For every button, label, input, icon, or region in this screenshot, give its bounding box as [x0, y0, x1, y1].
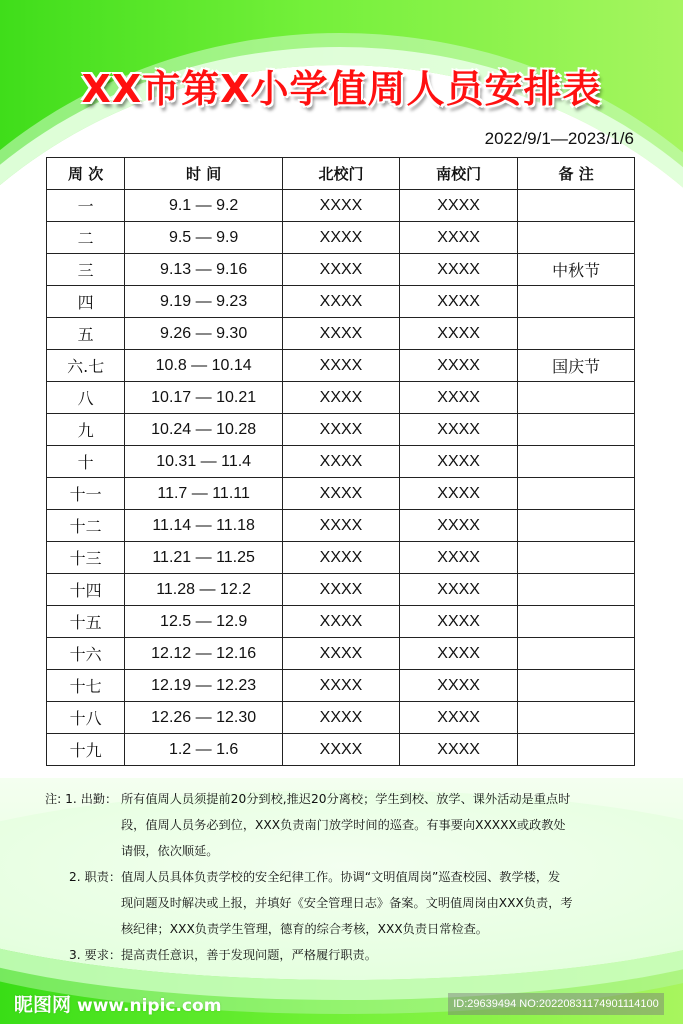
time-cell: 12.12 — 12.16 — [125, 638, 283, 670]
north-gate-cell: XXXX — [282, 446, 399, 478]
south-gate-cell: XXXX — [400, 286, 518, 318]
table-row — [47, 542, 635, 574]
remarks-cell — [518, 574, 635, 606]
south-gate-cell: XXXX — [400, 638, 518, 670]
remarks-cell — [518, 670, 635, 702]
time-cell: 10.24 — 10.28 — [125, 414, 283, 446]
week-cell: 十二 — [47, 510, 125, 542]
week-cell: 六.七 — [47, 350, 125, 382]
week-cell: 十三 — [47, 542, 125, 574]
notes-prefix: 注: — [45, 792, 62, 806]
south-gate-cell: XXXX — [400, 606, 518, 638]
table-row — [47, 222, 635, 254]
week-cell: 十 — [47, 446, 125, 478]
remarks-cell — [518, 414, 635, 446]
week-cell: 四 — [47, 286, 125, 318]
date-range: 2022/9/1—2023/1/6 — [484, 129, 634, 148]
south-gate-cell: XXXX — [400, 254, 518, 286]
week-cell: 九 — [47, 414, 125, 446]
table-row — [47, 382, 635, 414]
header-time: 时 间 — [125, 158, 283, 190]
watermark-url: www.nipic.com — [77, 996, 222, 1016]
table-row — [47, 414, 635, 446]
north-gate-cell: XXXX — [282, 318, 399, 350]
time-cell: 1.2 — 1.6 — [125, 734, 283, 766]
header-remarks: 备 注 — [518, 158, 635, 190]
south-gate-cell: XXXX — [400, 734, 518, 766]
remarks-cell — [518, 510, 635, 542]
time-cell: 9.26 — 9.30 — [125, 318, 283, 350]
north-gate-cell: XXXX — [282, 510, 399, 542]
south-gate-cell: XXXX — [400, 446, 518, 478]
table-row — [47, 446, 635, 478]
time-cell: 9.5 — 9.9 — [125, 222, 283, 254]
remarks-cell — [518, 222, 635, 254]
remarks-cell — [518, 190, 635, 222]
note-label: 要求： — [84, 948, 122, 962]
note-line: 现问题及时解决或上报，并填好《安全管理日志》备案。文明值周岗由XXX负责，考 — [121, 896, 573, 910]
north-gate-cell: XXXX — [282, 542, 399, 574]
note-label: 职责： — [84, 870, 122, 884]
time-cell: 11.7 — 11.11 — [125, 478, 283, 510]
south-gate-cell: XXXX — [400, 350, 518, 382]
note-text — [121, 786, 655, 864]
note-text — [121, 942, 655, 968]
remarks-cell — [518, 542, 635, 574]
time-cell: 11.28 — 12.2 — [125, 574, 283, 606]
week-cell: 十四 — [47, 574, 125, 606]
week-cell: 二 — [47, 222, 125, 254]
remarks-cell: 中秋节 — [518, 254, 635, 286]
week-cell: 十六 — [47, 638, 125, 670]
table-row — [47, 638, 635, 670]
south-gate-cell: XXXX — [400, 574, 518, 606]
table-row — [47, 670, 635, 702]
south-gate-cell: XXXX — [400, 318, 518, 350]
notes-section — [45, 786, 655, 968]
remarks-cell — [518, 478, 635, 510]
south-gate-cell: XXXX — [400, 222, 518, 254]
watermark-logo — [14, 990, 221, 1017]
time-cell: 12.26 — 12.30 — [125, 702, 283, 734]
note-line: 请假，依次顺延。 — [121, 844, 219, 858]
south-gate-cell: XXXX — [400, 670, 518, 702]
header-north-gate: 北校门 — [282, 158, 399, 190]
watermark-id: ID:29639494 NO:20220831174901114100 — [448, 993, 664, 1015]
note-line: 所有值周人员须提前20分到校,推迟20分离校；学生到校、放学、课外活动是重点时 — [121, 792, 571, 806]
time-cell: 9.1 — 9.2 — [125, 190, 283, 222]
time-cell: 11.14 — 11.18 — [125, 510, 283, 542]
north-gate-cell: XXXX — [282, 574, 399, 606]
north-gate-cell: XXXX — [282, 254, 399, 286]
note-line: 段，值周人员务必到位，XXX负责南门放学时间的巡查。有事要向XXXXX或政教处 — [121, 818, 566, 832]
note-attendance — [45, 786, 655, 864]
duty-schedule-table — [46, 157, 635, 766]
note-line: 核纪律；XXX负责学生管理，德育的综合考核，XXX负责日常检查。 — [121, 922, 488, 936]
header-south-gate: 南校门 — [400, 158, 518, 190]
time-cell: 12.5 — 12.9 — [125, 606, 283, 638]
week-cell: 一 — [47, 190, 125, 222]
note-number: 2. — [69, 870, 81, 884]
note-line: 提高责任意识，善于发现问题，严格履行职责。 — [121, 948, 377, 962]
week-cell: 十五 — [47, 606, 125, 638]
time-cell: 9.13 — 9.16 — [125, 254, 283, 286]
south-gate-cell: XXXX — [400, 382, 518, 414]
week-cell: 五 — [47, 318, 125, 350]
south-gate-cell: XXXX — [400, 414, 518, 446]
week-cell: 三 — [47, 254, 125, 286]
table-row — [47, 350, 635, 382]
remarks-cell — [518, 318, 635, 350]
time-cell: 9.19 — 9.23 — [125, 286, 283, 318]
table-row — [47, 510, 635, 542]
south-gate-cell: XXXX — [400, 190, 518, 222]
remarks-cell — [518, 606, 635, 638]
time-cell: 11.21 — 11.25 — [125, 542, 283, 574]
time-cell: 12.19 — 12.23 — [125, 670, 283, 702]
south-gate-cell: XXXX — [400, 510, 518, 542]
time-cell: 10.17 — 10.21 — [125, 382, 283, 414]
remarks-cell — [518, 382, 635, 414]
south-gate-cell: XXXX — [400, 478, 518, 510]
header-week: 周 次 — [47, 158, 125, 190]
north-gate-cell: XXXX — [282, 702, 399, 734]
remarks-cell — [518, 638, 635, 670]
watermark-logo-text: 昵图网 — [14, 994, 72, 1016]
note-label: 出勤： — [80, 792, 118, 806]
remarks-cell: 国庆节 — [518, 350, 635, 382]
note-number-1 — [45, 786, 121, 864]
north-gate-cell: XXXX — [282, 734, 399, 766]
table-row — [47, 318, 635, 350]
week-cell: 十八 — [47, 702, 125, 734]
time-cell: 10.8 — 10.14 — [125, 350, 283, 382]
north-gate-cell: XXXX — [282, 638, 399, 670]
remarks-cell — [518, 734, 635, 766]
page-title: XX市第X小学值周人员安排表 — [81, 67, 602, 111]
south-gate-cell: XXXX — [400, 702, 518, 734]
remarks-cell — [518, 702, 635, 734]
table-row — [47, 478, 635, 510]
note-text — [121, 864, 655, 942]
note-number: 1. — [65, 792, 77, 806]
north-gate-cell: XXXX — [282, 286, 399, 318]
table-row — [47, 254, 635, 286]
note-requirements — [45, 942, 655, 968]
table-row — [47, 702, 635, 734]
north-gate-cell: XXXX — [282, 478, 399, 510]
time-cell: 10.31 — 11.4 — [125, 446, 283, 478]
week-cell: 十一 — [47, 478, 125, 510]
table-row — [47, 286, 635, 318]
table-row — [47, 606, 635, 638]
north-gate-cell: XXXX — [282, 350, 399, 382]
north-gate-cell: XXXX — [282, 382, 399, 414]
table-header-row — [47, 158, 635, 190]
note-number-3 — [45, 942, 121, 968]
table-row — [47, 190, 635, 222]
table-row — [47, 734, 635, 766]
north-gate-cell: XXXX — [282, 606, 399, 638]
north-gate-cell: XXXX — [282, 670, 399, 702]
week-cell: 八 — [47, 382, 125, 414]
remarks-cell — [518, 286, 635, 318]
note-line: 值周人员具体负责学校的安全纪律工作。协调“文明值周岗”巡查校园、教学楼，发 — [121, 870, 561, 884]
note-duties — [45, 864, 655, 942]
note-number: 3. — [69, 948, 81, 962]
table-row — [47, 574, 635, 606]
north-gate-cell: XXXX — [282, 190, 399, 222]
south-gate-cell: XXXX — [400, 542, 518, 574]
remarks-cell — [518, 446, 635, 478]
week-cell: 十九 — [47, 734, 125, 766]
north-gate-cell: XXXX — [282, 414, 399, 446]
week-cell: 十七 — [47, 670, 125, 702]
north-gate-cell: XXXX — [282, 222, 399, 254]
note-number-2 — [45, 864, 121, 942]
